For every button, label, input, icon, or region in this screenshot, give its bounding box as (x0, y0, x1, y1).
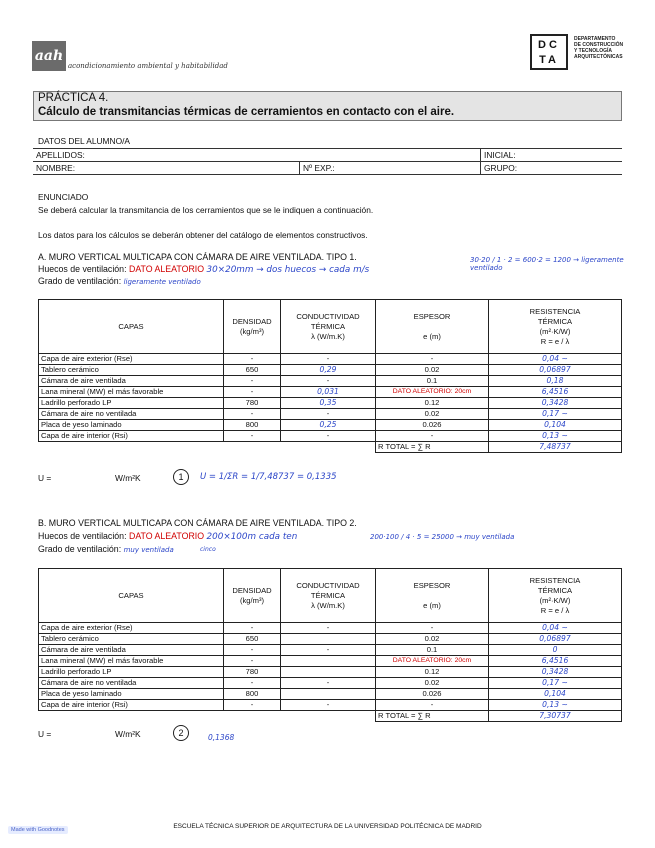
cell-capa: Ladrillo perforado LP (39, 398, 224, 409)
cell-lambda[interactable]: 0,031 (281, 387, 376, 398)
u-label-a: U = (38, 473, 52, 483)
u-label-b: U = (38, 729, 52, 739)
cell-lambda[interactable]: - (281, 623, 376, 634)
cell-resistencia[interactable]: 0,06897 (489, 634, 622, 645)
cell-densidad: 650 (224, 634, 281, 645)
col-densidad-label: DENSIDAD (232, 585, 272, 595)
department-name (574, 36, 634, 60)
cell-lambda[interactable]: - (281, 409, 376, 420)
col-resistencia-unit: (m²·K/W) (539, 326, 571, 336)
col-conductividad-label: CONDUCTIVIDAD (296, 311, 360, 321)
nexp-label: Nº EXP.: (303, 163, 335, 173)
col-lambda-unit: λ (W/m.K) (311, 600, 345, 610)
col-resistencia-label: RESISTENCIA (529, 306, 581, 316)
table-row (39, 398, 622, 409)
col-densidad-unit: (kg/m³) (239, 595, 265, 605)
cell-densidad: - (224, 431, 281, 442)
cell-espesor: 0.026 (376, 420, 489, 431)
cell-lambda[interactable]: - (281, 678, 376, 689)
col-capas: CAPAS (39, 300, 224, 354)
huecos-handwritten: 30×20mm → dos huecos → cada m/s (206, 265, 370, 275)
cell-resistencia[interactable]: 6,4516 (489, 387, 622, 398)
table-row (39, 700, 622, 711)
col-densidad (224, 569, 281, 623)
col-capas: CAPAS (39, 569, 224, 623)
enunciado-title: ENUNCIADO (38, 192, 89, 202)
grupo-label: GRUPO: (484, 163, 518, 173)
grado-handwritten: ligeramente ventilado (123, 278, 201, 286)
rtotal-label: R TOTAL = ∑ R (376, 442, 489, 453)
cell-capa: Cámara de aire ventilada (39, 645, 224, 656)
cell-lambda[interactable]: 0,35 (281, 398, 376, 409)
nexp-field[interactable] (300, 162, 481, 175)
cell-capa: Tablero cerámico (39, 365, 224, 376)
col-resistencia-label: RESISTENCIA (529, 575, 581, 585)
enunciado-line2: Los datos para los cálculos se deberán obtener del catálogo de elementos constructivos. (38, 230, 368, 240)
col-densidad-unit: (kg/m³) (239, 326, 265, 336)
section-a-title: A. MURO VERTICAL MULTICAPA CON CÁMARA DE AIRE VENTILADA. TIPO 1. (38, 252, 357, 262)
cell-lambda[interactable]: - (281, 354, 376, 365)
cell-resistencia[interactable]: 0,104 (489, 689, 622, 700)
grado-label: Grado de ventilación: (38, 276, 122, 286)
cell-capa: Capa de aire interior (Rsi) (39, 431, 224, 442)
cell-resistencia[interactable]: 0,104 (489, 420, 622, 431)
cell-lambda[interactable] (281, 656, 376, 667)
u-unit-b: W/m²K (115, 729, 141, 739)
cell-resistencia[interactable]: 6,4516 (489, 656, 622, 667)
cell-espesor: 0.02 (376, 409, 489, 420)
cell-capa: Tablero cerámico (39, 634, 224, 645)
cell-densidad: 780 (224, 398, 281, 409)
col-termica-label: TÉRMICA (537, 316, 573, 326)
cell-espesor: 0.02 (376, 365, 489, 376)
cell-espesor: - (376, 700, 489, 711)
cell-resistencia[interactable]: 0 (489, 645, 622, 656)
cell-resistencia[interactable]: 0,04 ~ (489, 623, 622, 634)
grado-handwritten: muy ventilada (123, 546, 174, 554)
department-line: Y TECNOLOGÍA (574, 48, 612, 54)
circle-number-2: 2 (173, 725, 189, 741)
cell-densidad: - (224, 656, 281, 667)
cell-densidad: 780 (224, 667, 281, 678)
u-handwritten-b: 0,1368 (208, 733, 235, 742)
cell-capa: Placa de yeso laminado (39, 420, 224, 431)
cell-resistencia[interactable]: 0,17 ~ (489, 409, 622, 420)
nombre-label: NOMBRE: (36, 163, 76, 173)
cell-densidad: 650 (224, 365, 281, 376)
huecos-label: Huecos de ventilación: (38, 531, 127, 541)
cell-lambda[interactable]: - (281, 645, 376, 656)
table-row (39, 354, 622, 365)
huecos-handwritten: 200×100m cada ten (206, 532, 298, 542)
table-row (39, 689, 622, 700)
cell-capa: Lana mineral (MW) el más favorable (39, 387, 224, 398)
cell-resistencia[interactable]: 0,13 ~ (489, 700, 622, 711)
cell-capa: Cámara de aire ventilada (39, 376, 224, 387)
u-handwritten-a: U = 1/ΣR = 1/7,48737 = 0,1335 (200, 472, 337, 482)
col-resistencia (489, 569, 622, 623)
cell-capa: Cámara de aire no ventilada (39, 409, 224, 420)
cell-densidad: 800 (224, 689, 281, 700)
cell-lambda[interactable] (281, 667, 376, 678)
cell-resistencia[interactable]: 0,18 (489, 376, 622, 387)
cell-resistencia[interactable]: 0,06897 (489, 365, 622, 376)
circle-number-1: 1 (173, 469, 189, 485)
cell-espesor: 0.12 (376, 667, 489, 678)
cell-resistencia[interactable]: 0,3428 (489, 667, 622, 678)
department-line: DEPARTAMENTO (574, 36, 616, 42)
col-resistencia-formula: R = e / λ (540, 336, 570, 346)
grupo-field[interactable] (481, 162, 623, 175)
section-b-title: B. MURO VERTICAL MULTICAPA CON CÁMARA DE AIRE VENTILADA. TIPO 2. (38, 518, 357, 528)
col-espesor-label: ESPESOR (413, 311, 451, 321)
cell-lambda[interactable] (281, 634, 376, 645)
huecos-label: Huecos de ventilación: (38, 264, 127, 274)
table-row (39, 431, 622, 442)
apellidos-label: APELLIDOS: (36, 150, 85, 160)
cell-resistencia[interactable]: 0,04 ~ (489, 354, 622, 365)
col-espesor (376, 569, 489, 623)
cell-espesor: DATO ALEATORIO: 20cm (376, 656, 489, 667)
col-conductividad (281, 300, 376, 354)
cell-capa: Placa de yeso laminado (39, 689, 224, 700)
practica-title: Cálculo de transmitancias térmicas de cerramientos en contacto con el aire. (38, 106, 455, 118)
cell-densidad: - (224, 678, 281, 689)
section-a-huecos (38, 264, 369, 275)
col-espesor-unit: e (m) (423, 600, 441, 610)
school-footer: ESCUELA TÉCNICA SUPERIOR DE ARQUITECTURA DE LA UNIVERSIDAD POLITÉCNICA DE MADRID (173, 823, 482, 830)
cell-lambda[interactable]: 0,25 (281, 420, 376, 431)
dato-aleatorio-label: DATO ALEATORIO (128, 531, 205, 541)
cell-capa: Ladrillo perforado LP (39, 667, 224, 678)
cell-espesor: 0.1 (376, 645, 489, 656)
table-row (39, 634, 622, 645)
cell-capa: Capa de aire exterior (Rse) (39, 623, 224, 634)
col-espesor-label: ESPESOR (413, 580, 451, 590)
inicial-field[interactable] (481, 149, 623, 162)
cinco-handwritten: cinco (200, 546, 216, 553)
table-row (39, 678, 622, 689)
cell-espesor: - (376, 354, 489, 365)
apellidos-field[interactable] (33, 149, 481, 162)
cell-lambda[interactable]: - (281, 700, 376, 711)
practica-number: PRÁCTICA 4. (38, 92, 109, 104)
section-b-huecos (38, 531, 297, 542)
col-conductividad-label: CONDUCTIVIDAD (296, 580, 360, 590)
col-espesor (376, 300, 489, 354)
col-densidad-label: DENSIDAD (232, 316, 272, 326)
cell-densidad: - (224, 354, 281, 365)
cell-espesor: 0.026 (376, 689, 489, 700)
table-row (39, 387, 622, 398)
col-resistencia-formula: R = e / λ (540, 605, 570, 615)
cell-densidad: - (224, 645, 281, 656)
cell-densidad: - (224, 376, 281, 387)
dcta-logo-line1: DC (538, 39, 560, 51)
cell-lambda[interactable]: 0,29 (281, 365, 376, 376)
enunciado-line1: Se deberá calcular la transmitancia de los cerramientos que se le indiquen a continuación. (38, 205, 374, 215)
capas-table-a (38, 299, 622, 453)
cell-resistencia[interactable]: 0,17 ~ (489, 678, 622, 689)
col-termica-label: TÉRMICA (537, 585, 573, 595)
col-resistencia (489, 300, 622, 354)
cell-lambda[interactable]: - (281, 431, 376, 442)
cell-espesor: - (376, 431, 489, 442)
section-b-grado (38, 544, 174, 554)
col-densidad (224, 300, 281, 354)
col-conductividad (281, 569, 376, 623)
inicial-label: INICIAL: (484, 150, 516, 160)
cell-densidad: - (224, 409, 281, 420)
student-data-table (33, 148, 622, 175)
department-line: DE CONSTRUCCIÓN (574, 42, 624, 48)
cell-capa: Lana mineral (MW) el más favorable (39, 656, 224, 667)
nombre-field[interactable] (33, 162, 300, 175)
cell-resistencia[interactable]: 0,13 ~ (489, 431, 622, 442)
table-row (39, 667, 622, 678)
table-row (39, 365, 622, 376)
table-row (39, 623, 622, 634)
cell-capa: Capa de aire exterior (Rse) (39, 354, 224, 365)
cell-capa: Capa de aire interior (Rsi) (39, 700, 224, 711)
table-row (39, 409, 622, 420)
cell-espesor: 0.02 (376, 634, 489, 645)
dcta-logo-line2: TA (539, 54, 559, 66)
table-row (39, 376, 622, 387)
section-a-grado (38, 276, 201, 286)
cell-resistencia[interactable]: 0,3428 (489, 398, 622, 409)
capas-table-b (38, 568, 622, 722)
cell-espesor: 0.12 (376, 398, 489, 409)
cell-densidad: 800 (224, 420, 281, 431)
u-unit-a: W/m²K (115, 473, 141, 483)
cell-densidad: - (224, 700, 281, 711)
cell-lambda[interactable] (281, 689, 376, 700)
department-line: ARQUITECTÓNICAS (574, 54, 623, 60)
dato-aleatorio-label: DATO ALEATORIO (128, 264, 205, 274)
aah-tagline: acondicionamiento ambiental y habitabilidad (68, 62, 228, 70)
table-row (39, 656, 622, 667)
cell-densidad: - (224, 623, 281, 634)
col-termica-label: TÉRMICA (310, 321, 346, 331)
table-row (39, 420, 622, 431)
section-b-calc-handwritten: 200·100 / 4 · 5 = 25000 → muy ventilada (370, 533, 515, 541)
aah-logo: aah (32, 41, 66, 71)
rtotal-label: R TOTAL = ∑ R (376, 711, 489, 722)
col-lambda-unit: λ (W/m.K) (311, 331, 345, 341)
rtotal-value[interactable]: 7,48737 (489, 442, 622, 453)
cell-capa: Cámara de aire no ventilada (39, 678, 224, 689)
cell-densidad: - (224, 387, 281, 398)
dcta-logo (530, 34, 568, 70)
col-resistencia-unit: (m²·K/W) (539, 595, 571, 605)
grado-label: Grado de ventilación: (38, 544, 122, 554)
cell-espesor: - (376, 623, 489, 634)
section-a-calc-handwritten: 30·20 / 1 · 2 = 600·2 = 1200 → ligeramente ventilado (470, 256, 624, 272)
cell-lambda[interactable]: - (281, 376, 376, 387)
student-data-title: DATOS DEL ALUMNO/A (38, 136, 130, 146)
col-espesor-unit: e (m) (423, 331, 441, 341)
table-row (39, 645, 622, 656)
col-termica-label: TÉRMICA (310, 590, 346, 600)
cell-espesor: 0.02 (376, 678, 489, 689)
cell-espesor: DATO ALEATORIO: 20cm (376, 387, 489, 398)
cell-espesor: 0.1 (376, 376, 489, 387)
goodnotes-badge: Made with Goodnotes (8, 826, 68, 834)
rtotal-value[interactable]: 7,30737 (489, 711, 622, 722)
